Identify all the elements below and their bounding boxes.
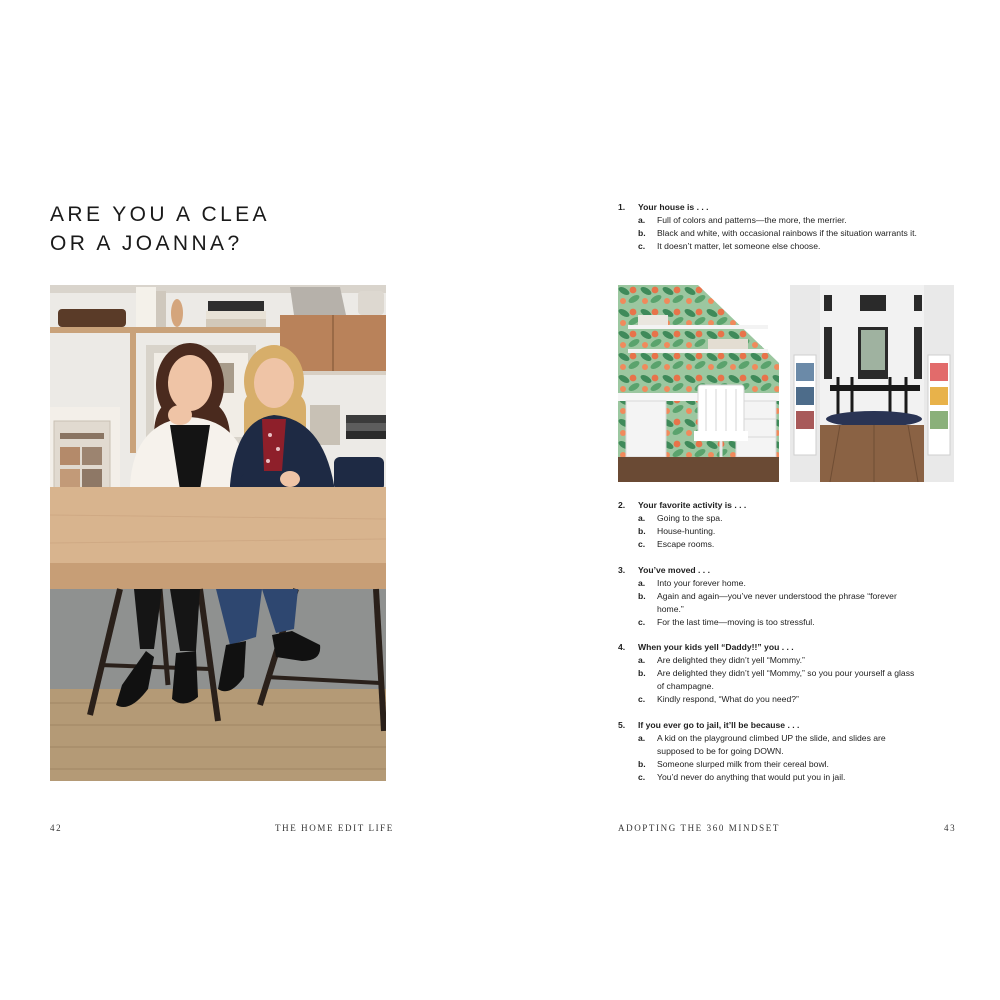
answer-letter: b. (638, 591, 646, 601)
quiz-question-2 (618, 499, 918, 551)
answer-letter: b. (638, 228, 646, 238)
answer-item (618, 758, 918, 771)
answer-text: A kid on the playground climbed UP the slide, and slides are supposed to be for going DOWN. (657, 733, 886, 756)
answer-item (618, 732, 918, 758)
running-title-right: ADOPTING THE 360 MINDSET (618, 823, 780, 833)
answer-item (618, 538, 918, 551)
answer-text: Kindly respond, “What do you need?” (657, 694, 799, 704)
answer-text: Going to the spa. (657, 513, 723, 523)
answer-letter: b. (638, 759, 646, 769)
quiz-question-3 (618, 564, 918, 629)
answer-item (618, 693, 918, 706)
answer-letter: b. (638, 668, 646, 678)
answer-item (618, 654, 918, 667)
answer-item (618, 771, 918, 784)
answer-text: House-hunting. (657, 526, 716, 536)
question-number: 3. (618, 565, 626, 575)
question-text: If you ever go to jail, it’ll be because . . . (638, 720, 800, 730)
answer-letter: a. (638, 215, 646, 225)
answer-item (618, 214, 918, 227)
question-number: 4. (618, 642, 626, 652)
answer-text: Full of colors and patterns—the more, the merrier. (657, 215, 847, 225)
answer-item (618, 590, 918, 616)
question-number: 2. (618, 500, 626, 510)
answer-item (618, 227, 918, 240)
chapter-title (50, 200, 270, 258)
answer-text: Into your forever home. (657, 578, 746, 588)
answer-item (618, 240, 918, 253)
answer-letter: a. (638, 655, 646, 665)
answer-letter: c. (638, 241, 646, 251)
answer-text: Are delighted they didn’t yell “Mommy.” (657, 655, 805, 665)
answer-letter: b. (638, 526, 646, 536)
answer-letter: c. (638, 539, 646, 549)
title-line-1: ARE YOU A CLEA (50, 203, 270, 226)
answer-text: It doesn’t matter, let someone else choose. (657, 241, 821, 251)
answer-text: Black and white, with occasional rainbows if the situation warrants it. (657, 228, 917, 238)
answer-text: Escape rooms. (657, 539, 715, 549)
answer-letter: a. (638, 733, 646, 743)
answer-item (618, 577, 918, 590)
page-number-left: 42 (50, 823, 63, 833)
question-text: You’ve moved . . . (638, 565, 710, 575)
right-page (500, 0, 1000, 1000)
answer-text: Are delighted they didn’t yell “Mommy,” so you pour yourself a glass of champagne. (657, 668, 915, 691)
two-women-at-table-photo (50, 285, 386, 781)
running-title-left: THE HOME EDIT LIFE (275, 823, 394, 833)
answer-item (618, 667, 918, 693)
answer-letter: c. (638, 772, 646, 782)
answer-letter: c. (638, 617, 646, 627)
question-text: Your house is . . . (638, 202, 709, 212)
quiz-question-4 (618, 641, 918, 706)
answer-text: Again and again—you’ve never understood the phrase “forever home.” (657, 591, 897, 614)
quiz-question-1 (618, 201, 918, 253)
answer-text: Someone slurped milk from their cereal bowl. (657, 759, 829, 769)
answer-letter: a. (638, 513, 646, 523)
question-text: Your favorite activity is . . . (638, 500, 747, 510)
answer-item (618, 616, 918, 629)
answer-item (618, 525, 918, 538)
question-number: 1. (618, 202, 626, 212)
answer-letter: a. (638, 578, 646, 588)
answer-text: For the last time—moving is too stressful. (657, 617, 815, 627)
quiz-question-5 (618, 719, 918, 784)
hallway-dining-room-photo (790, 285, 954, 482)
answer-item (618, 512, 918, 525)
answer-text: You’d never do anything that would put you in jail. (657, 772, 846, 782)
answer-letter: c. (638, 694, 646, 704)
title-line-2: OR A JOANNA? (50, 232, 243, 255)
wallpapered-office-photo (618, 285, 779, 482)
page-number-right: 43 (944, 823, 957, 833)
question-number: 5. (618, 720, 626, 730)
question-text: When your kids yell “Daddy!!” you . . . (638, 642, 794, 652)
